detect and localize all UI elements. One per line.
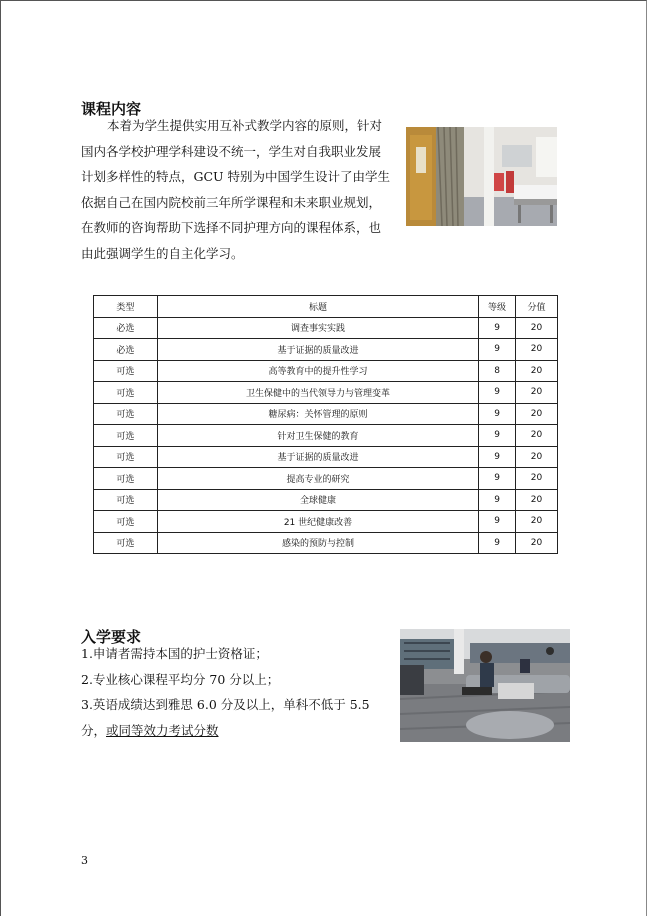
- table-row: [94, 532, 558, 554]
- course-line: 在教师的咨询帮助下选择不同护理方向的课程体系，也: [81, 220, 382, 235]
- course-line: 计划多样性的特点，GCU 特别为中国学生设计了由学生: [81, 169, 391, 184]
- requirement-2: 2.专业核心课程平均分 70 分以上；: [81, 671, 280, 687]
- header-title: 标题: [157, 296, 478, 318]
- header-type: 类型: [94, 296, 158, 318]
- cell-title: 感染的预防与控制: [157, 532, 478, 554]
- course-table: [93, 295, 558, 554]
- cell-type: 可选: [94, 382, 158, 404]
- cell-level: 9: [479, 468, 516, 490]
- requirement-1: 1.申请者需持本国的护士资格证；: [81, 646, 268, 661]
- table-row: [94, 511, 558, 533]
- course-paragraph: [81, 113, 390, 266]
- admission-requirements: [81, 641, 370, 743]
- cell-credits: 20: [516, 382, 558, 404]
- course-heading: 课程内容: [81, 100, 142, 118]
- course-line: 本着为学生提供实用互补式教学内容的原则，针对: [107, 118, 383, 133]
- cell-title: 针对卫生保健的教育: [157, 425, 478, 447]
- course-line: 依据自己在国内院校前三年所学课程和未来职业规划，: [81, 194, 382, 210]
- cell-level: 9: [479, 339, 516, 361]
- cell-type: 可选: [94, 511, 158, 533]
- table-row: [94, 425, 558, 447]
- cell-type: 可选: [94, 360, 158, 382]
- cell-credits: 20: [516, 425, 558, 447]
- equivalent-exam-text: 或同等效力考试分数: [106, 722, 219, 738]
- hospital-ward-photo: [406, 127, 557, 226]
- cell-credits: 20: [516, 403, 558, 425]
- requirement-3-prefix: 分，: [81, 722, 107, 738]
- cell-title: 21 世纪健康改善: [157, 511, 478, 533]
- requirement-3: 3.英语成绩达到雅思 6.0 分及以上，单科不低于 5.5: [81, 697, 370, 712]
- header-credits: 分值: [516, 296, 558, 318]
- requirement-3-continued: [81, 718, 370, 744]
- cell-level: 9: [479, 511, 516, 533]
- cell-level: 9: [479, 446, 516, 468]
- cell-credits: 20: [516, 511, 558, 533]
- table-row: [94, 446, 558, 468]
- cell-type: 可选: [94, 489, 158, 511]
- cell-type: 必选: [94, 317, 158, 339]
- cell-title: 基于证据的质量改进: [157, 339, 478, 361]
- cell-title: 卫生保健中的当代领导力与管理变革: [157, 382, 478, 404]
- cell-type: 可选: [94, 425, 158, 447]
- cell-level: 9: [479, 532, 516, 554]
- table-row: [94, 382, 558, 404]
- table-row: [94, 468, 558, 490]
- cell-credits: 20: [516, 446, 558, 468]
- cell-level: 9: [479, 382, 516, 404]
- cell-type: 可选: [94, 403, 158, 425]
- table-header-row: [94, 296, 558, 318]
- table-row: [94, 489, 558, 511]
- cell-credits: 20: [516, 317, 558, 339]
- admission-heading: 入学要求: [81, 628, 142, 646]
- cell-credits: 20: [516, 489, 558, 511]
- header-level: 等级: [479, 296, 516, 318]
- page-number: 3: [81, 854, 88, 867]
- table-row: [94, 317, 558, 339]
- course-line: 由此强调学生的自主化学习。: [81, 245, 244, 261]
- cell-type: 必选: [94, 339, 158, 361]
- cell-level: 9: [479, 425, 516, 447]
- cell-type: 可选: [94, 446, 158, 468]
- cell-title: 全球健康: [157, 489, 478, 511]
- cell-level: 8: [479, 360, 516, 382]
- cell-credits: 20: [516, 532, 558, 554]
- library-study-photo: [400, 629, 570, 742]
- cell-type: 可选: [94, 468, 158, 490]
- cell-credits: 20: [516, 339, 558, 361]
- table-row: [94, 360, 558, 382]
- cell-credits: 20: [516, 468, 558, 490]
- cell-credits: 20: [516, 360, 558, 382]
- cell-title: 提高专业的研究: [157, 468, 478, 490]
- table-row: [94, 403, 558, 425]
- table-row: [94, 339, 558, 361]
- cell-title: 糖尿病：关怀管理的原则: [157, 403, 478, 425]
- cell-level: 9: [479, 403, 516, 425]
- cell-level: 9: [479, 317, 516, 339]
- course-line: 国内各学校护理学科建设不统一，学生对自我职业发展: [81, 143, 382, 159]
- cell-title: 高等教育中的提升性学习: [157, 360, 478, 382]
- cell-level: 9: [479, 489, 516, 511]
- cell-title: 基于证据的质量改进: [157, 446, 478, 468]
- cell-type: 可选: [94, 532, 158, 554]
- cell-title: 调查事实实践: [157, 317, 478, 339]
